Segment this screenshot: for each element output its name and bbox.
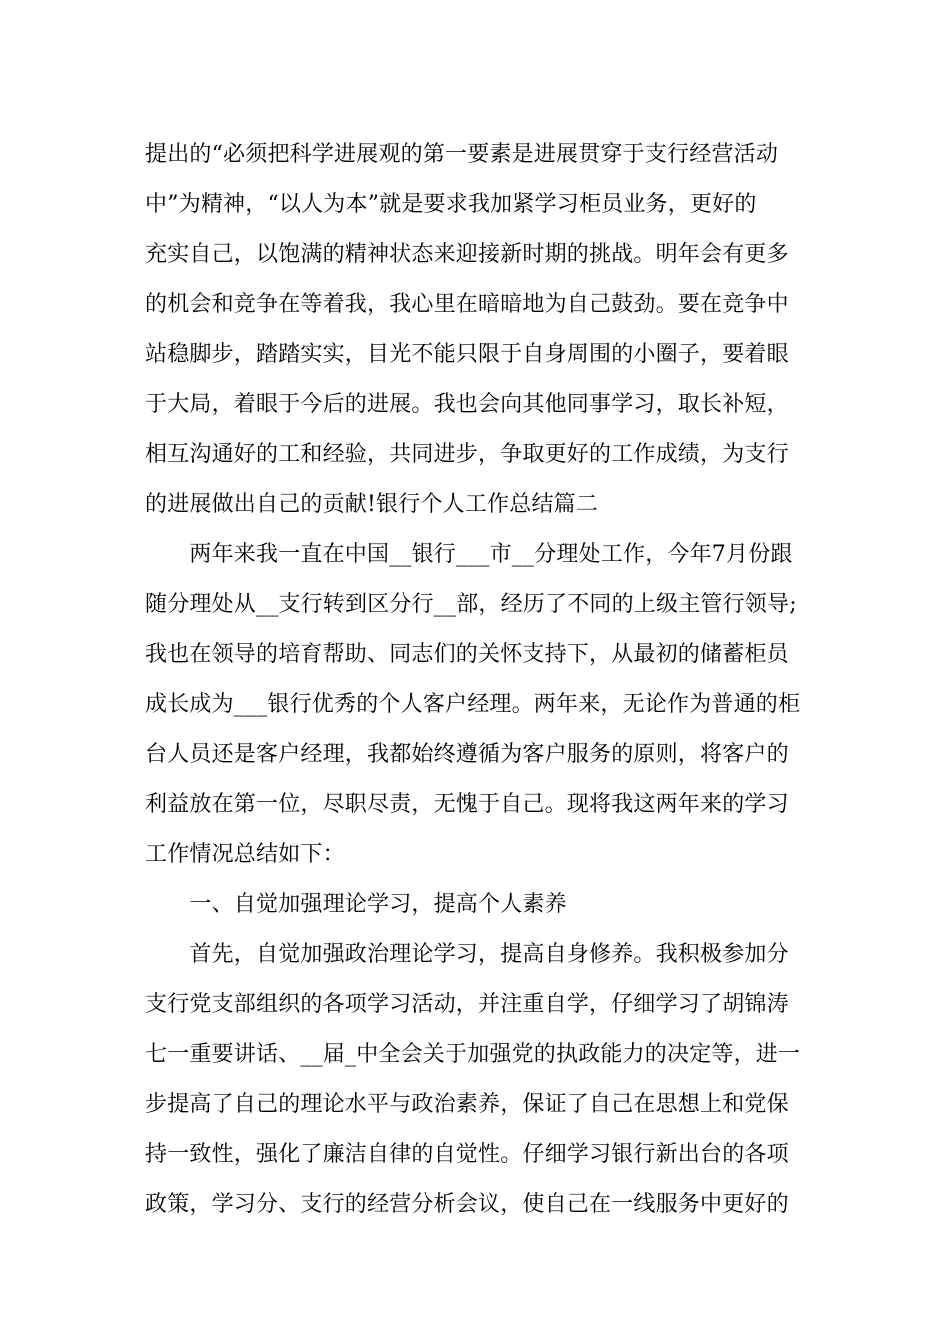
text-line: 我也在领导的培育帮助、同志们的关怀支持下，从最初的储蓄柜员	[145, 642, 789, 667]
text-line: 政策，学习分、支行的经营分析会议，使自己在一线服务中更好的	[145, 1192, 789, 1217]
text-line: 的进展做出自己的贡献!银行个人工作总结篇二	[145, 492, 599, 517]
text-line: 相互沟通好的工和经验，共同进步，争取更好的工作成绩，为支行	[145, 442, 789, 467]
text-line: 于大局，着眼于今后的进展。我也会向其他同事学习，取长补短，	[145, 392, 789, 417]
text-line: 持一致性，强化了廉洁自律的自觉性。仔细学习银行新出台的各项	[145, 1142, 789, 1167]
text-line: 中”为精神，“以人为本”就是要求我加紧学习柜员业务，更好的	[145, 192, 757, 217]
text-line: 成长成为___银行优秀的个人客户经理。两年来，无论作为普通的柜	[145, 692, 801, 717]
text-line: 提出的“必须把科学进展观的第一要素是进展贯穿于支行经营活动	[145, 142, 779, 167]
document-body	[145, 130, 815, 1230]
section-heading: 一、自觉加强理论学习，提高个人素养	[145, 892, 567, 917]
text-line: 工作情况总结如下：	[145, 842, 345, 867]
text-line: 随分理处从__支行转到区分行__部，经历了不同的上级主管行领导;	[145, 592, 797, 617]
text-line: 站稳脚步，踏踏实实，目光不能只限于自身周围的小圈子，要着眼	[145, 342, 789, 367]
text-line: 支行党支部组织的各项学习活动，并注重自学，仔细学习了胡锦涛	[145, 992, 789, 1017]
text-line: 台人员还是客户经理，我都始终遵循为客户服务的原则，将客户的	[145, 742, 789, 767]
text-line: 七一重要讲话、__届_中全会关于加强党的执政能力的决定等，进一	[145, 1042, 801, 1067]
text-line: 充实自己，以饱满的精神状态来迎接新时期的挑战。明年会有更多	[145, 242, 789, 267]
text-line: 两年来我一直在中国__银行___市__分理处工作，今年7月份跟	[145, 542, 793, 567]
text-line: 利益放在第一位，尽职尽责，无愧于自己。现将我这两年来的学习	[145, 792, 789, 817]
text-line: 的机会和竞争在等着我，我心里在暗暗地为自己鼓劲。要在竞争中	[145, 292, 789, 317]
text-line: 步提高了自己的理论水平与政治素养，保证了自己在思想上和党保	[145, 1092, 789, 1117]
text-line: 首先，自觉加强政治理论学习，提高自身修养。我积极参加分	[145, 942, 789, 967]
